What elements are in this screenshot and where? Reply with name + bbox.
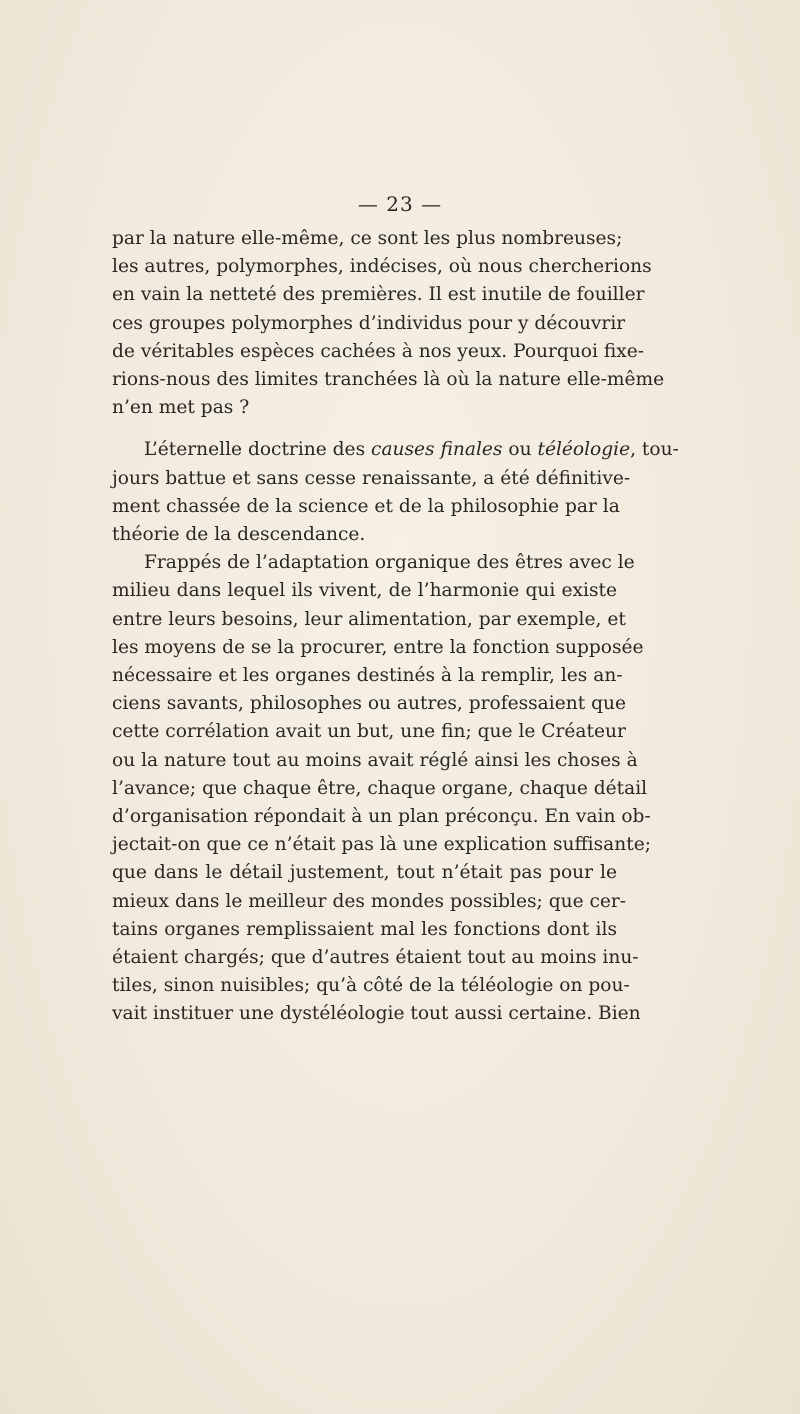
text-line: entre leurs besoins, leur alimentation, par exemple, et [112, 608, 626, 630]
paragraph-3 [112, 549, 651, 1028]
text-line: nécessaire et les organes destinés à la remplir, les an- [112, 665, 623, 687]
text-line: milieu dans lequel ils vivent, de l’harmonie qui existe [112, 580, 617, 602]
text-line: d’organisation répondait à un plan préconçu. En vain ob- [112, 806, 651, 828]
paragraph-2 [112, 436, 679, 549]
text-line: tains organes remplissaient mal les fonctions dont ils [112, 918, 617, 940]
body-text [112, 225, 679, 1029]
text-line: ou la nature tout au moins avait réglé ainsi les choses à [112, 749, 638, 771]
text-line: théorie de la descendance. [112, 524, 366, 546]
text-line: de véritables espèces cachées à nos yeux. Pourquoi fixe- [112, 340, 645, 362]
text-line: mieux dans le meilleur des mondes possibles; que cer- [112, 890, 627, 912]
text-line: jours battue et sans cesse renaissante, a été définitive- [112, 467, 631, 489]
text-line: tiles, sinon nuisibles; qu’à côté de la téléologie on pou- [112, 975, 630, 997]
text-line: n’en met pas ? [112, 397, 250, 419]
text-line: jectait-on que ce n’était pas là une explication suffisante; [112, 834, 651, 856]
text-line: en vain la netteté des premières. Il est inutile de fouiller [112, 284, 645, 306]
text-line: ciens savants, philosophes ou autres, professaient que [112, 693, 626, 715]
text-line: étaient chargés; que d’autres étaient tout au moins inu- [112, 947, 639, 969]
page-number: — 23 — [357, 192, 443, 216]
text-line: ment chassée de la science et de la philosophie par la [112, 495, 620, 517]
text-line: L’éternelle doctrine des causes finales ou téléologie, tou- [144, 439, 679, 461]
text-line: les moyens de se la procurer, entre la fonction supposée [112, 636, 644, 658]
text-line: cette corrélation avait un but, une fin; que le Créateur [112, 721, 626, 743]
text-line: les autres, polymorphes, indécises, où nous chercherions [112, 256, 652, 278]
text-line: par la nature elle-même, ce sont les plus nombreuses; [112, 228, 623, 249]
text-line: que dans le détail justement, tout n’était pas pour le [112, 862, 617, 884]
paragraph-1 [112, 225, 665, 422]
text-line: rions-nous des limites tranchées là où la nature elle-même [112, 369, 665, 391]
text-line: l’avance; que chaque être, chaque organe, chaque détail [112, 777, 648, 799]
text-line: vait instituer une dystéléologie tout aussi certaine. Bien [112, 1003, 641, 1025]
text-line: ces groupes polymorphes d’individus pour y découvrir [112, 312, 626, 334]
italic-term: téléologie [537, 439, 631, 461]
italic-term: causes finales [371, 439, 503, 461]
text-line: Frappés de l’adaptation organique des êtres avec le [144, 552, 635, 574]
